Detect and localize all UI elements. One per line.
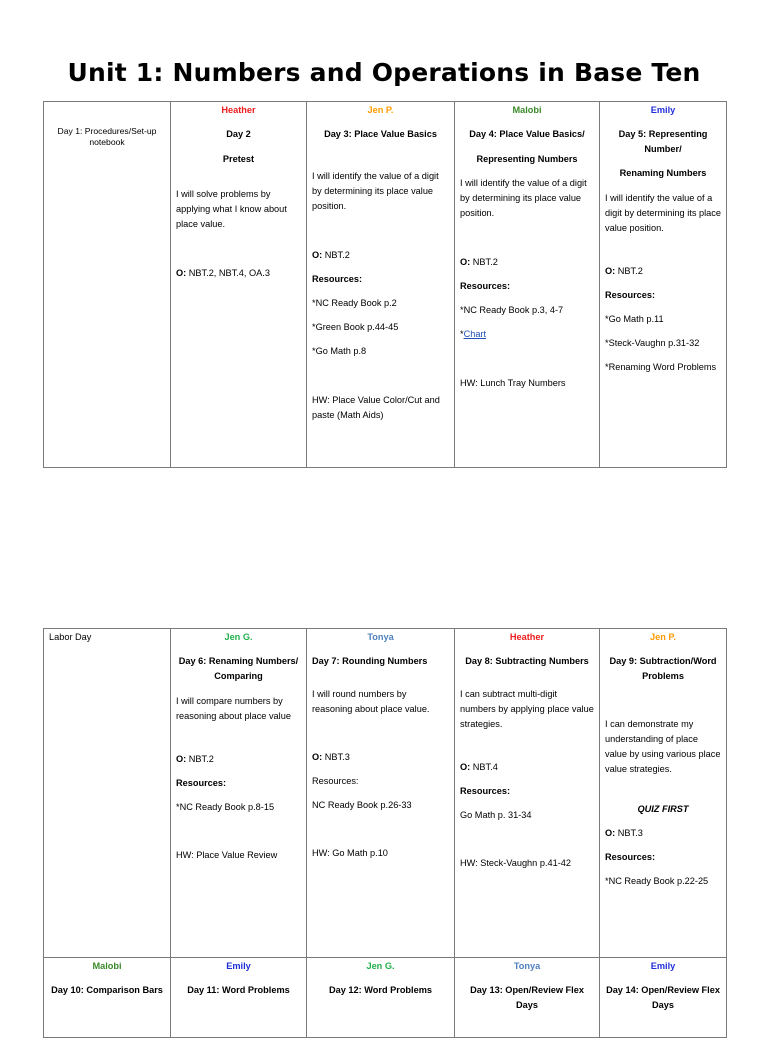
teacher-name: Tonya [367, 632, 394, 642]
day-10-cell [44, 958, 171, 1038]
teacher-name: Heather [221, 105, 256, 115]
standards [312, 248, 449, 263]
day-heading: Day 11: Word Problems [187, 985, 290, 995]
schedule-table-week-1 [43, 101, 727, 468]
standards-label: O: [176, 754, 187, 764]
learning-objective: I will identify the value of a digit by determining its place value position. [605, 193, 721, 233]
day-heading: Day 5: Representing Number/ [618, 129, 708, 154]
resource-item [460, 327, 594, 342]
standards-value: NBT.2, NBT.4, OA.3 [188, 268, 270, 278]
day-heading: Day 4: Place Value Basics/ [469, 129, 585, 139]
teacher-name: Heather [509, 632, 545, 642]
standards-value: NBT.3 [617, 828, 643, 838]
resource-item: *Go Math p.8 [312, 346, 367, 356]
standards [176, 266, 301, 281]
day-12-cell [307, 958, 455, 1038]
resources-label: Resources: [460, 786, 511, 796]
standards-value: NBT.2 [617, 266, 643, 276]
homework: HW: Lunch Tray Numbers [460, 378, 566, 388]
standards [605, 264, 721, 279]
standards-label: O: [312, 250, 323, 260]
resource-bullet: * [460, 329, 464, 339]
homework: HW: Go Math p.10 [312, 848, 388, 858]
holiday-label: Labor Day [49, 632, 92, 642]
day-heading: Day 3: Place Value Basics [324, 129, 437, 139]
learning-objective: I will identify the value of a digit by determining its place value position. [460, 178, 587, 218]
day-heading: Day 12: Word Problems [329, 985, 432, 995]
chart-link[interactable]: Chart [463, 329, 487, 339]
standards-label: O: [460, 762, 471, 772]
learning-objective: I will compare numbers by reasoning about place value [176, 696, 291, 721]
day-7-cell [307, 629, 455, 958]
teacher-name: Emily [650, 105, 676, 115]
day-3-cell [307, 102, 455, 468]
day-4-cell [455, 102, 600, 468]
day-13-cell [455, 958, 600, 1038]
day-heading: Day 2 [226, 129, 251, 139]
standards [460, 255, 594, 270]
day-6-cell [171, 629, 307, 958]
resource-item: *Go Math p.11 [605, 314, 664, 324]
resource-item: NC Ready Book p.26-33 [312, 800, 412, 810]
standards-value: NBT.2 [472, 257, 498, 267]
day-1-label: Day 1: Procedures/Set-up notebook [57, 126, 157, 147]
table-row [44, 102, 727, 468]
learning-objective: I will round numbers by reasoning about place value. [312, 689, 430, 714]
resource-item: *Green Book p.44-45 [312, 322, 399, 332]
resource-item: Go Math p. 31-34 [460, 810, 532, 820]
learning-objective: I will solve problems by applying what I know about place value. [176, 189, 287, 229]
homework: HW: Steck-Vaughn p.41-42 [460, 858, 571, 868]
teacher-name: Jen G. [366, 961, 395, 971]
standards-label: O: [176, 268, 187, 278]
standards-label: O: [605, 828, 616, 838]
table-row [44, 629, 727, 958]
day-heading: Day 14: Open/Review Flex Days [606, 985, 720, 1010]
resources-label: Resources: [605, 290, 656, 300]
day-heading: Day 13: Open/Review Flex Days [470, 985, 584, 1010]
standards-value: NBT.2 [324, 250, 350, 260]
day-heading-line-2: Representing Numbers [476, 154, 578, 164]
resource-item: *NC Ready Book p.8-15 [176, 802, 275, 812]
standards-value: NBT.4 [472, 762, 498, 772]
teacher-name: Jen P. [650, 632, 676, 642]
standards-value: NBT.3 [324, 752, 350, 762]
homework: HW: Place Value Color/Cut and paste (Math Aids) [312, 395, 440, 420]
resources-label: Resources: [605, 852, 656, 862]
day-heading: Day 9: Subtraction/Word Problems [609, 656, 717, 681]
table-row [44, 958, 727, 1038]
learning-objective: I can demonstrate my understanding of place value by using various place value strategies. [605, 719, 721, 774]
standards-label: O: [605, 266, 616, 276]
day-heading: Day 10: Comparison Bars [51, 985, 163, 995]
resource-item: *Steck-Vaughn p.31-32 [605, 338, 700, 348]
teacher-name: Tonya [513, 961, 541, 971]
quiz-note: QUIZ FIRST [637, 804, 689, 814]
day-8-cell [455, 629, 600, 958]
learning-objective: I can subtract multi-digit numbers by applying place value strategies. [460, 689, 594, 729]
resources-label: Resources: [176, 778, 227, 788]
resources-label: Resources: [460, 281, 511, 291]
standards [460, 760, 594, 775]
day-subheading: Pretest [222, 154, 255, 164]
teacher-name: Jen P. [367, 105, 394, 115]
teacher-name: Malobi [512, 105, 542, 115]
day-14-cell [600, 958, 727, 1038]
day-2-cell [171, 102, 307, 468]
teacher-name: Jen G. [224, 632, 253, 642]
resource-item: *Renaming Word Problems [605, 362, 717, 372]
day-11-cell [171, 958, 307, 1038]
standards [605, 826, 721, 841]
resources-label: Resources: [312, 274, 363, 284]
teacher-name: Emily [226, 961, 251, 971]
standards-value: NBT.2 [188, 754, 214, 764]
labor-day-cell [44, 629, 171, 958]
standards-label: O: [312, 752, 323, 762]
resource-item: *NC Ready Book p.22-25 [605, 876, 709, 886]
resource-item: *NC Ready Book p.2 [312, 298, 397, 308]
day-9-cell [600, 629, 727, 958]
schedule-table-week-2 [43, 628, 727, 1038]
day-heading-line-2: Renaming Numbers [619, 168, 707, 178]
standards-label: O: [460, 257, 471, 267]
day-5-cell [600, 102, 727, 468]
teacher-name: Malobi [92, 961, 122, 971]
standards [176, 752, 301, 767]
page-title: Unit 1: Numbers and Operations in Base Ten [67, 58, 701, 87]
learning-objective: I will identify the value of a digit by determining its place value position. [312, 171, 439, 211]
resource-item: *NC Ready Book p.3, 4-7 [460, 305, 564, 315]
standards [312, 750, 449, 765]
homework: HW: Place Value Review [176, 850, 278, 860]
day-heading: Day 6: Renaming Numbers/ Comparing [178, 656, 299, 681]
teacher-name: Emily [650, 961, 676, 971]
day-1-cell [44, 102, 171, 468]
day-heading: Day 8: Subtracting Numbers [465, 656, 589, 666]
resources-label: Resources: [312, 776, 359, 786]
day-heading: Day 7: Rounding Numbers [312, 656, 428, 666]
